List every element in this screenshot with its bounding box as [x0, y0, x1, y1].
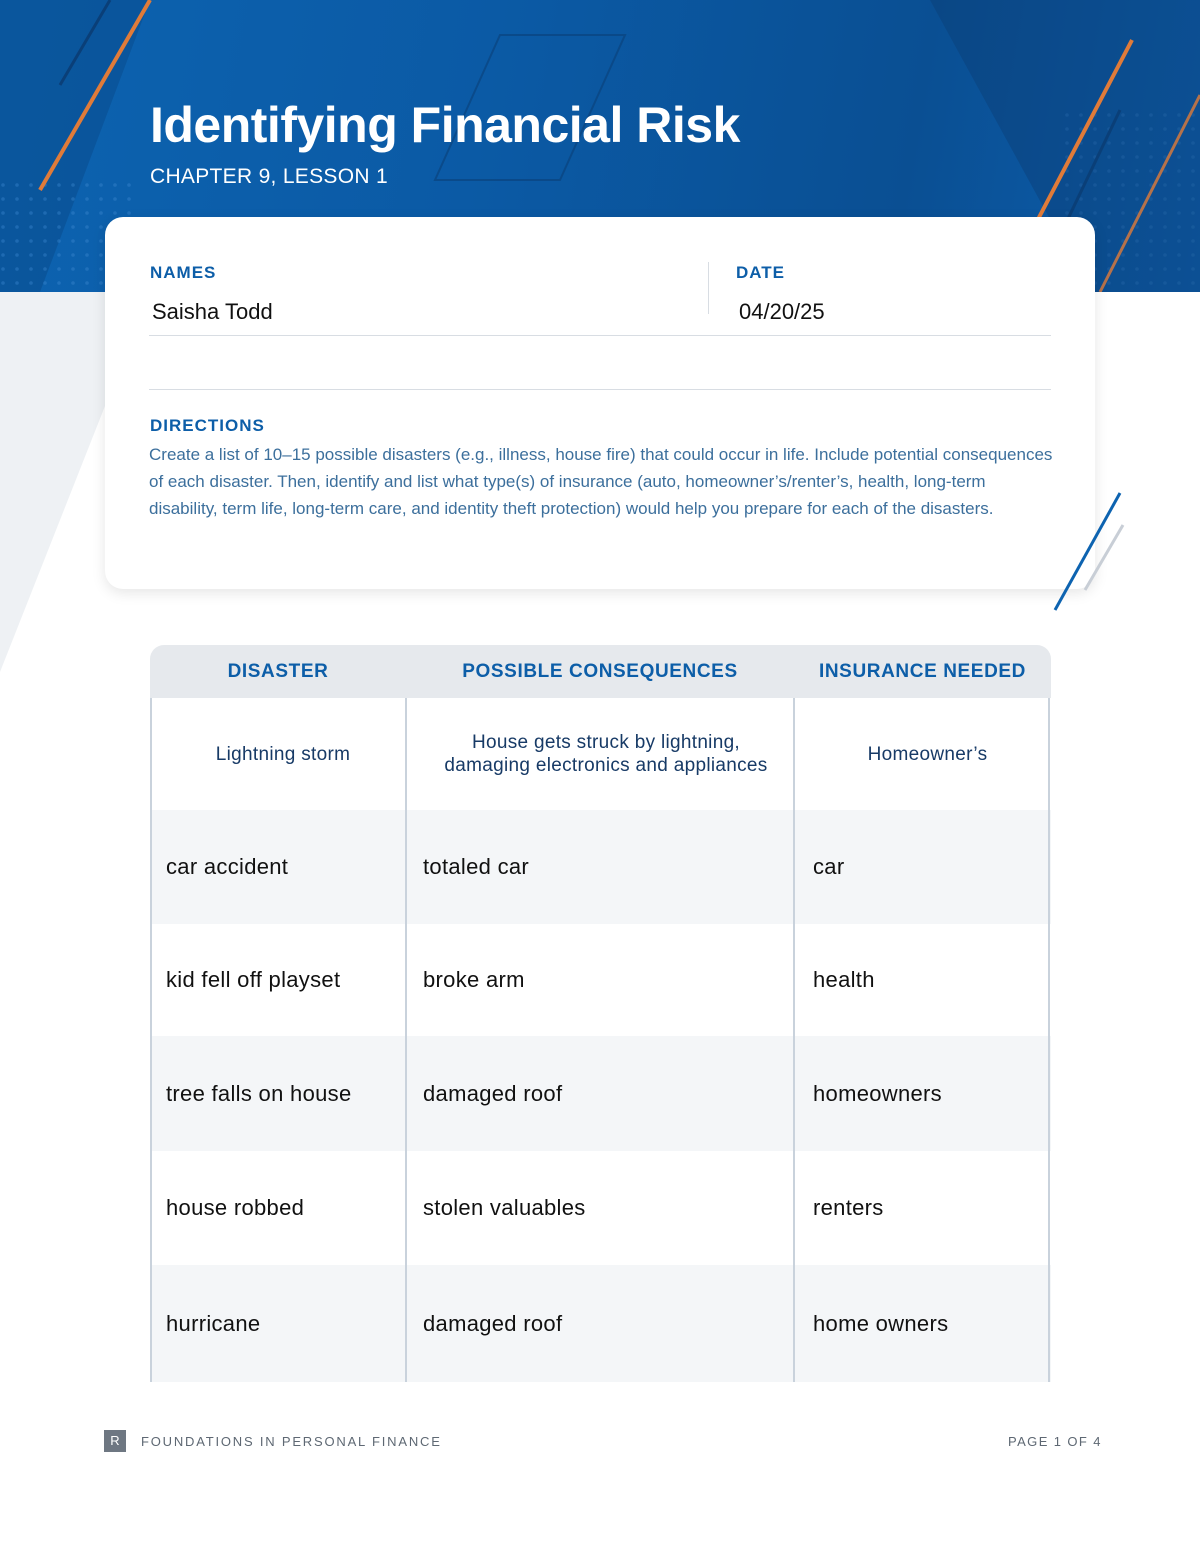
- consequence-cell[interactable]: broke arm: [423, 967, 525, 992]
- example-insurance: Homeowner’s: [867, 743, 988, 765]
- page-title: Identifying Financial Risk: [150, 97, 740, 153]
- example-consequence: [406, 698, 806, 810]
- column-divider: [793, 698, 795, 1382]
- disaster-cell[interactable]: hurricane: [166, 1310, 261, 1336]
- table-row: [150, 1265, 1051, 1382]
- table-row: [150, 924, 1051, 1036]
- table-row: [150, 1036, 1051, 1151]
- chapter-lesson: CHAPTER 9, LESSON 1: [150, 165, 388, 188]
- example-row: [150, 698, 1051, 810]
- table-border-right: [1048, 698, 1050, 1382]
- example-consequence-line2: damaging electronics and appliances: [444, 755, 768, 776]
- field-divider: [708, 262, 709, 314]
- consequence-cell[interactable]: damaged roof: [423, 1310, 563, 1336]
- column-header-insurance: INSURANCE NEEDED: [818, 661, 1026, 682]
- column-header-disaster: DISASTER: [227, 661, 329, 682]
- insurance-cell[interactable]: car: [813, 854, 845, 879]
- section-divider: [149, 389, 1051, 390]
- example-disaster: Lightning storm: [215, 743, 351, 765]
- disaster-cell[interactable]: house robbed: [166, 1195, 305, 1220]
- disaster-cell[interactable]: kid fell off playset: [166, 967, 341, 992]
- directions-label: DIRECTIONS: [150, 416, 265, 435]
- insurance-cell[interactable]: home owners: [813, 1310, 949, 1336]
- table-row: [150, 1151, 1051, 1265]
- insurance-cell[interactable]: renters: [813, 1195, 884, 1220]
- date-label: DATE: [736, 263, 786, 282]
- publisher-logo: R: [104, 1430, 126, 1452]
- table-header: [150, 645, 1051, 698]
- publication-name: FOUNDATIONS IN PERSONAL FINANCE: [141, 1434, 442, 1449]
- disaster-cell[interactable]: car accident: [166, 854, 289, 879]
- table-row: [150, 810, 1051, 924]
- side-decoration: [1050, 490, 1130, 620]
- column-divider: [405, 698, 407, 1382]
- consequence-cell[interactable]: stolen valuables: [423, 1195, 586, 1220]
- table-border-left: [150, 698, 152, 1382]
- risk-table: [150, 645, 1051, 1382]
- field-underline: [149, 335, 1051, 336]
- info-card: [105, 217, 1095, 589]
- names-label: NAMES: [150, 263, 217, 282]
- consequence-cell[interactable]: totaled car: [423, 854, 530, 879]
- date-field[interactable]: 04/20/25: [739, 299, 825, 324]
- example-consequence-line1: House gets struck by lightning,: [471, 732, 741, 753]
- disaster-cell[interactable]: tree falls on house: [166, 1080, 352, 1106]
- column-header-consequences: POSSIBLE CONSEQUENCES: [462, 661, 738, 682]
- directions-text: Create a list of 10–15 possible disasters (e.g., illness, house fire) that could occur in life. Include potential consequences of each disaster. Then, identify and list what type(s) of insurance (auto, homeowner’s/renter’s, health, long-term disability, term life, long-term care, and identity theft protection) would help you prepare for each of the disasters.: [149, 445, 1053, 518]
- insurance-cell[interactable]: health: [813, 967, 875, 992]
- names-field[interactable]: Saisha Todd: [152, 299, 273, 324]
- insurance-cell[interactable]: homeowners: [813, 1080, 942, 1106]
- page-number: PAGE 1 OF 4: [1008, 1434, 1102, 1449]
- consequence-cell[interactable]: damaged roof: [423, 1080, 563, 1106]
